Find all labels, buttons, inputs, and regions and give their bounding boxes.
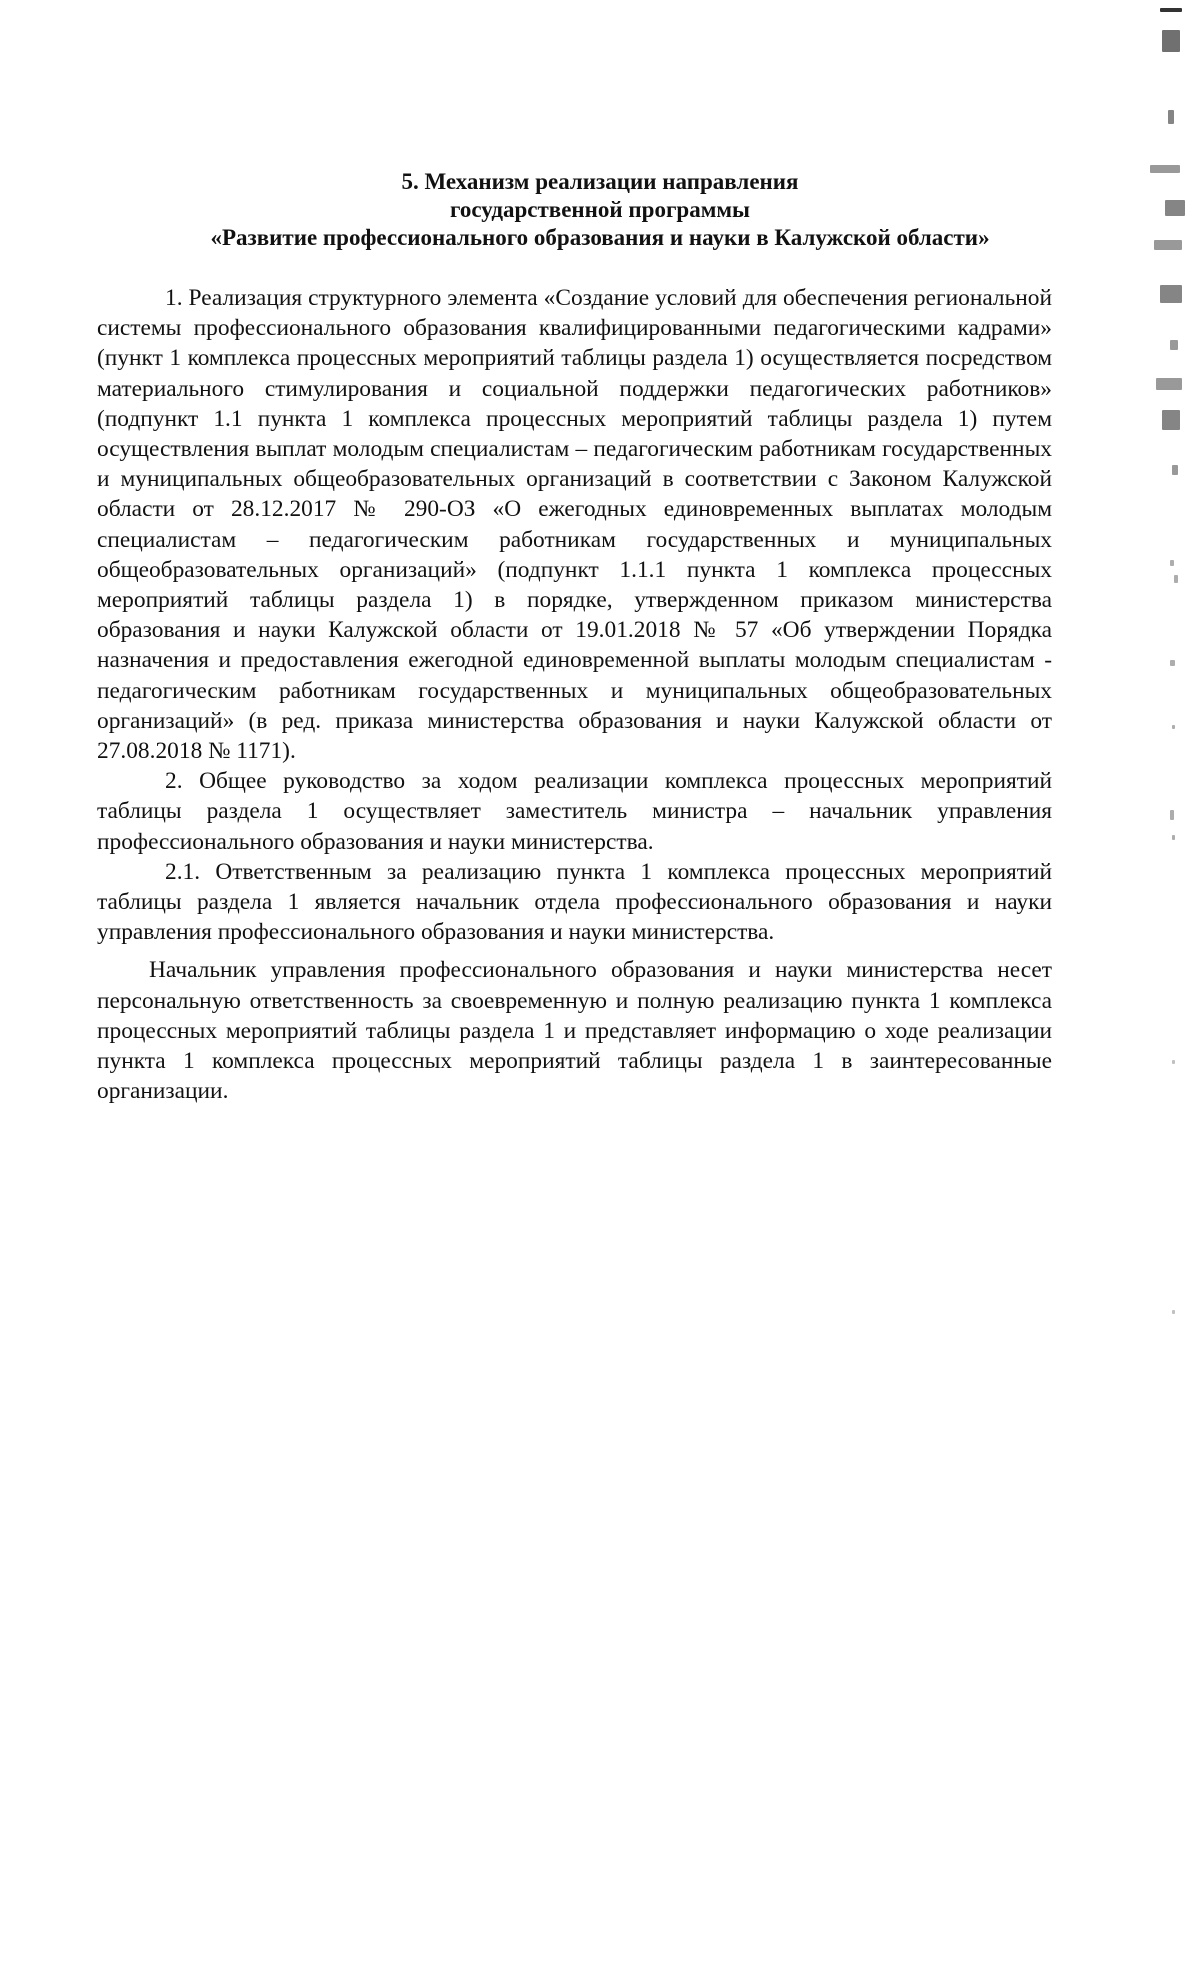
section-heading: [100, 168, 1100, 252]
document-body: [97, 283, 1052, 1106]
paragraph-2: 2. Общее руководство за ходом реализации комплекса процессных мероприятий таблицы раздела 1 осуществляет заместитель министра – начальник управления профессионального образования и науки министерства.: [97, 768, 1052, 855]
paragraph-2-1: 2.1. Ответственным за реализацию пункта 1 комплекса процессных мероприятий таблицы раздела 1 является начальник отдела профессионального образования и науки управления профессионального образования и науки министерства.: [97, 858, 1052, 946]
heading-line-3: «Развитие профессионального образования и науки в Калужской области»: [210, 225, 990, 250]
heading-line-1: 5. Механизм реализации направления: [401, 169, 799, 194]
heading-line-2: государственной программы: [450, 197, 750, 222]
paragraph-closing: Начальник управления профессионального образования и науки министерства несет персональную ответственность за своевременную и полную реализацию пункта 1 комплекса процессных мероприятий таблицы раздела 1 и представляет информацию о ходе реализации пункта 1 комплекса процессных мероприятий таблицы раздела 1 в заинтересованные организации.: [97, 957, 1052, 1105]
paragraph-1: 1. Реализация структурного элемента «Создание условий для обеспечения региональной системы профессионального образования квалифицированными педагогическими кадрами» (пункт 1 комплекса процессных мероприятий таблицы раздела 1) осуществляется посредством материального стимулирования и социальной поддержки педагогических работников» (подпункт 1.1 пункта 1 комплекса процессных мероприятий таблицы раздела 1) путем осуществления выплат молодым специалистам – педагогическим работникам государственных и муниципальных общеобразовательных организаций в соответствии с Законом Калужской области от 28.12.2017 № 290-ОЗ «О ежегодных единовременных выплатах молодым специалистам – педагогическим работникам государственных и муниципальных общеобразовательных организаций» (подпункт 1.1.1 пункта 1 комплекса процессных мероприятий таблицы раздела 1) в порядке, утвержденном приказом министерства образования и науки Калужской области от 19.01.2018 № 57 «Об утверждении Порядка назначения и предоставления ежегодной единовременной выплаты молодым специалистам - педагогическим работникам государственных и муниципальных общеобразовательных организаций» (в ред. приказа министерства образования и науки Калужской области от 27.08.2018 № 1171).: [97, 285, 1052, 765]
scan-edge-noise: [1110, 0, 1200, 1976]
